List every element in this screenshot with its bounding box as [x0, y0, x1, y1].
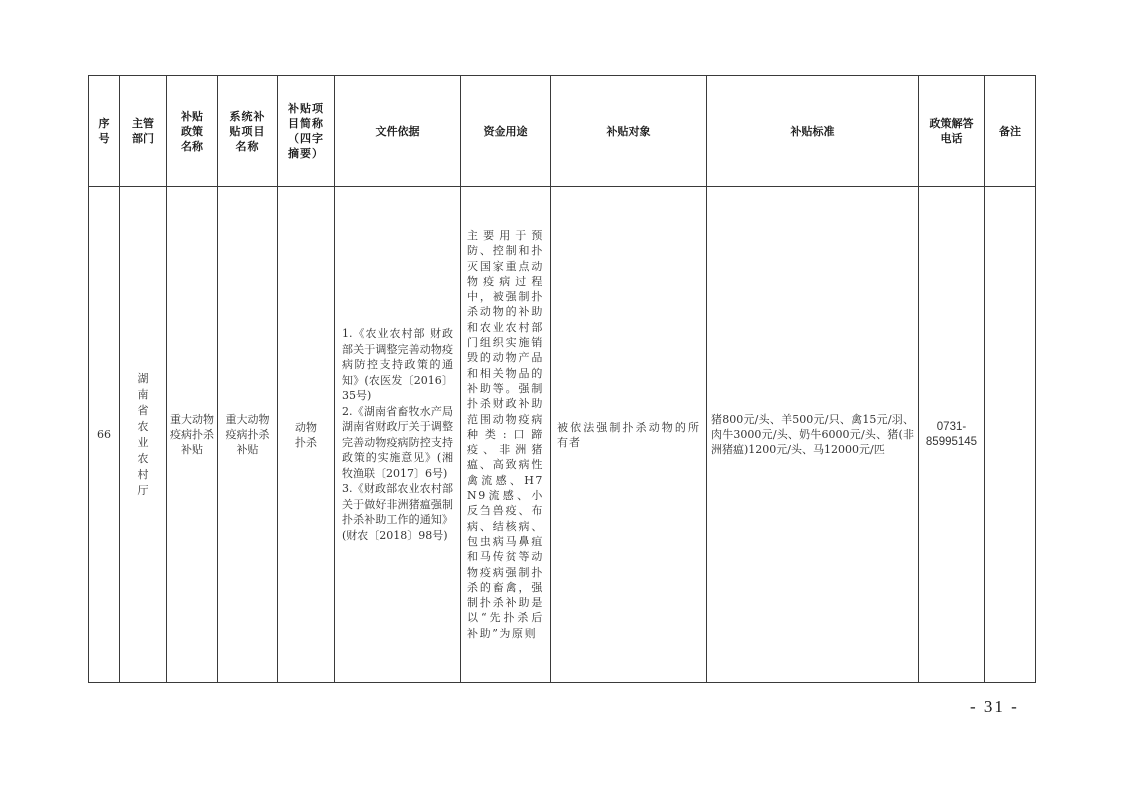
basis-item-2: 2.《湖南省畜牧水产局湖南省财政厅关于调整完善动物疫病防控支持政策的实施意见》(湘牧渔联〔2017〕6号) — [342, 404, 453, 480]
basis-item-1: 1.《农业农村部 财政部关于调整完善动物疫病防控支持政策的通知》(农医发〔2016〕35号) — [342, 327, 453, 402]
cell-item-abstract: 动物扑杀 — [278, 187, 335, 683]
cell-seq: 66 — [89, 187, 120, 683]
header-standard: 补贴标准 — [707, 76, 919, 187]
header-item-abstract: 补贴项目简称（四字摘要） — [278, 76, 335, 187]
subsidy-policy-table — [88, 75, 1036, 683]
header-seq: 序号 — [89, 76, 120, 187]
table-row — [89, 187, 1036, 683]
basis-item-3: 3.《财政部农业农村部关于做好非洲猪瘟强制扑杀补助工作的通知》(财农〔2018〕98号) — [342, 482, 453, 542]
header-system-item: 系统补贴项目名称 — [218, 76, 278, 187]
cell-remark — [985, 187, 1036, 683]
header-policy-name: 补贴政策名称 — [167, 76, 218, 187]
cell-phone: 0731-85995145 — [919, 187, 985, 683]
cell-usage: 主要用于预防、控制和扑灭国家重点动物疫病过程中，被强制扑杀动物的补助和农业农村部门组织实施销毁的动物产品和相关物品的补助等。强制扑杀财政补助范围动物疫病种类:口蹄疫、非洲猪瘟、高致病性禽流感、H7N9流感、小反刍兽疫、布病、结核病、包虫病马鼻疽和马传贫等动物疫病强制扑杀的畜禽，强制扑杀补助是以“先扑杀后补助”为原则 — [461, 187, 551, 683]
cell-target: 被依法强制扑杀动物的所有者 — [551, 187, 707, 683]
cell-policy-name: 重大动物疫病扑杀补贴 — [167, 187, 218, 683]
cell-standard: 猪800元/头、羊500元/只、禽15元/羽、肉牛3000元/头、奶牛6000元/头、猪(非洲猪瘟)1200元/头、马12000元/匹 — [707, 187, 919, 683]
header-usage: 资金用途 — [461, 76, 551, 187]
header-dept: 主管部门 — [120, 76, 167, 187]
header-row — [89, 76, 1036, 187]
header-phone: 政策解答电话 — [919, 76, 985, 187]
cell-basis — [335, 187, 461, 683]
header-basis: 文件依据 — [335, 76, 461, 187]
cell-system-item: 重大动物疫病扑杀补贴 — [218, 187, 278, 683]
cell-dept: 湖南省农业农村厅 — [120, 187, 167, 683]
header-target: 补贴对象 — [551, 76, 707, 187]
header-remark: 备注 — [985, 76, 1036, 187]
page-number: - 31 - — [970, 697, 1019, 716]
